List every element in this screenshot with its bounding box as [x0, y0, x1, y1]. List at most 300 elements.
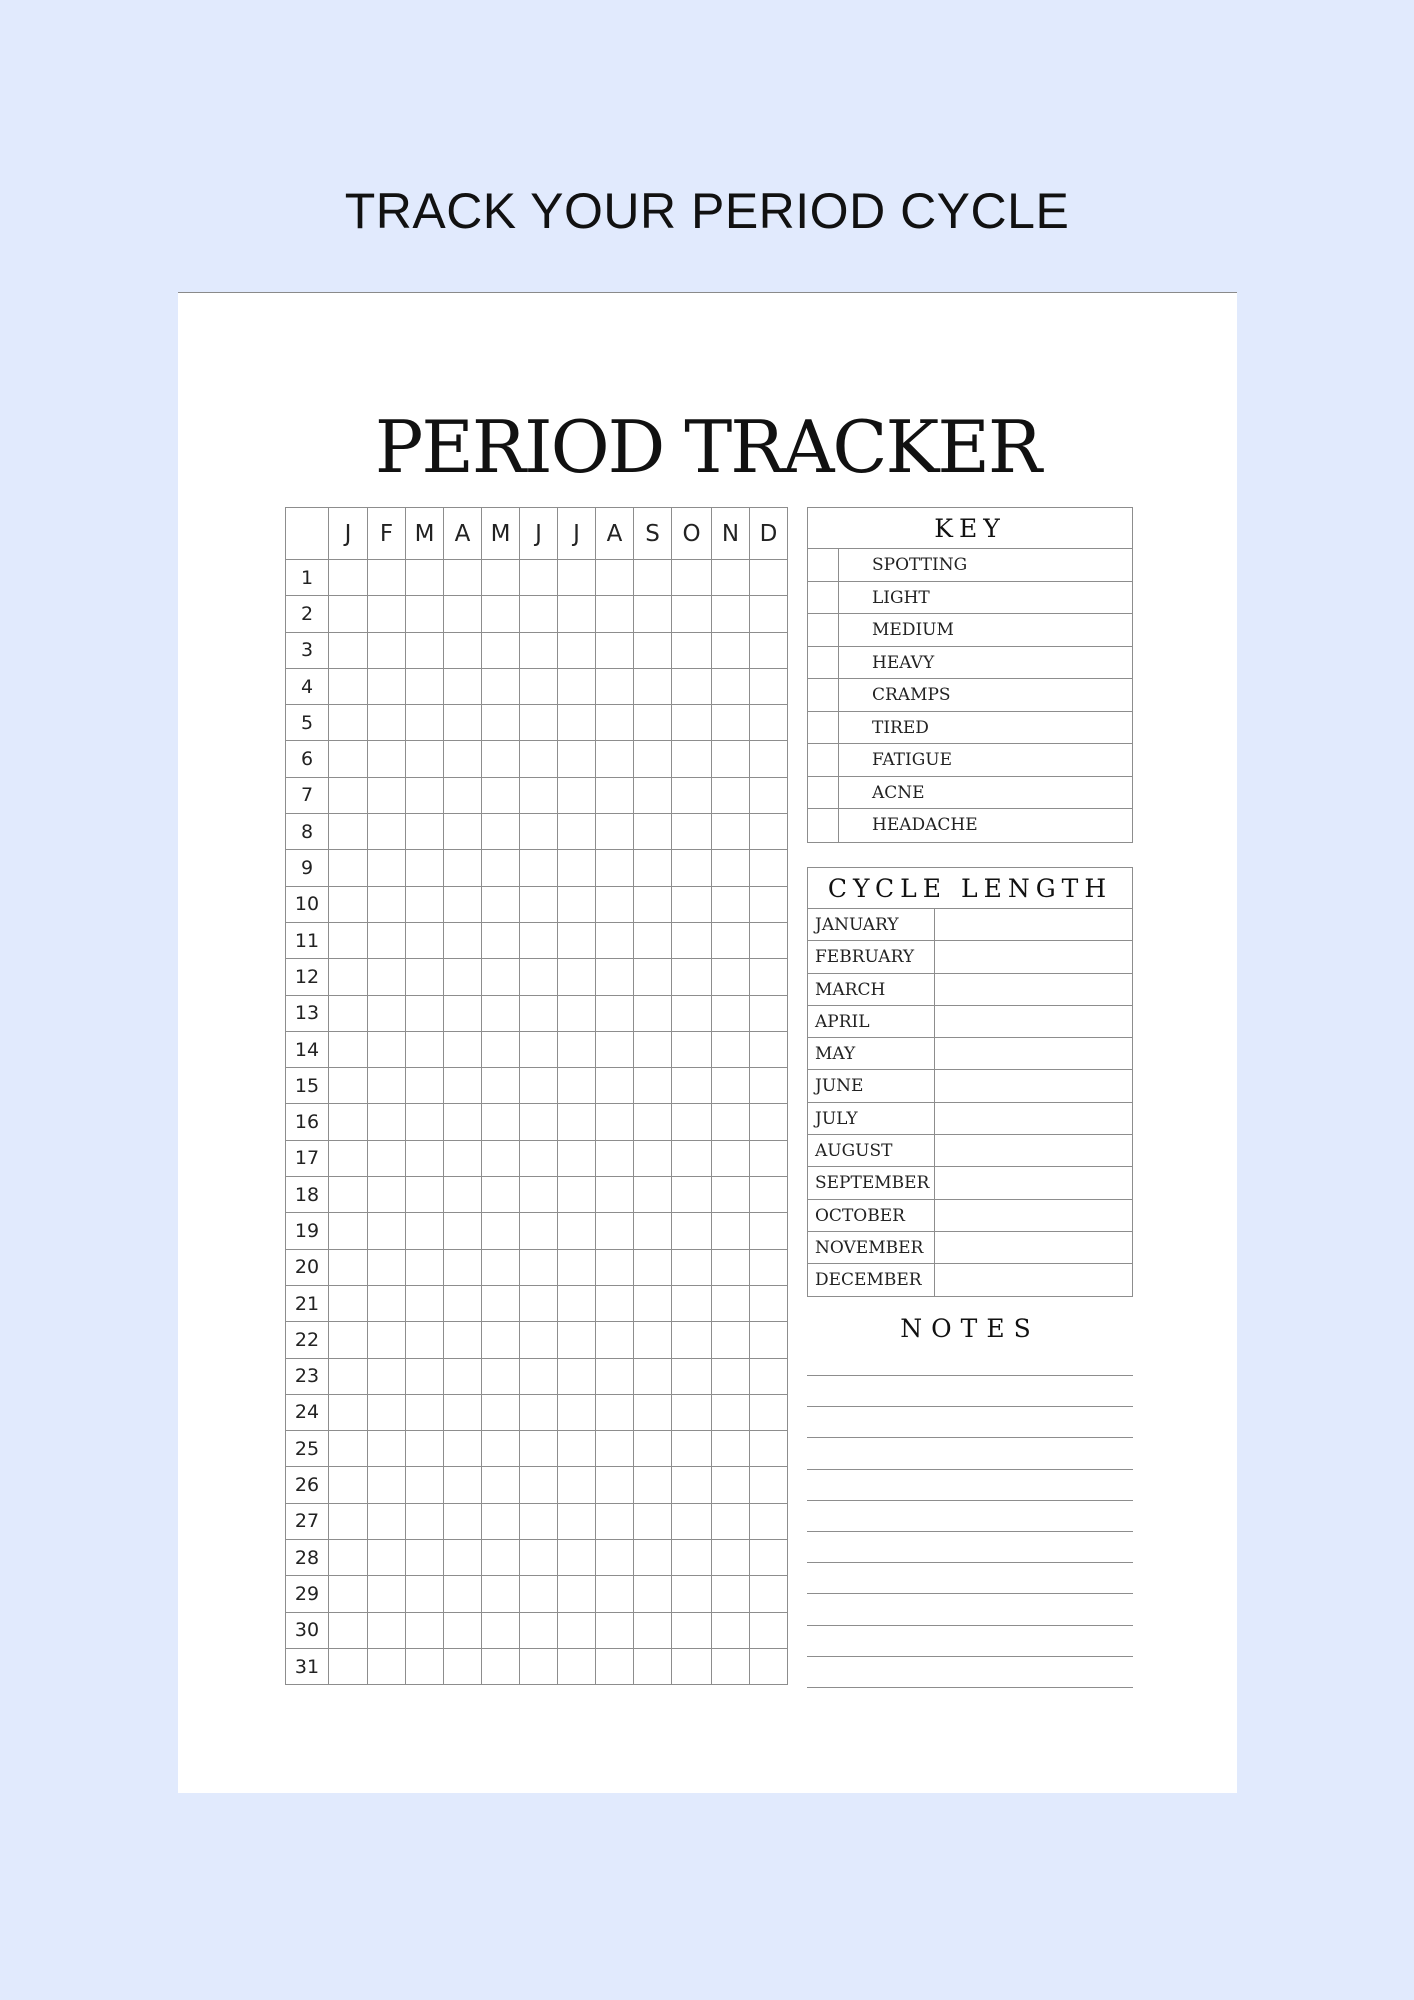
- tracker-cell[interactable]: [406, 1503, 444, 1539]
- tracker-cell[interactable]: [596, 1576, 634, 1612]
- cycle-length-value-cell[interactable]: [935, 974, 1132, 1005]
- tracker-cell[interactable]: [444, 1031, 482, 1067]
- tracker-cell[interactable]: [520, 1576, 558, 1612]
- tracker-cell[interactable]: [634, 668, 672, 704]
- tracker-cell[interactable]: [482, 1358, 520, 1394]
- note-line[interactable]: [807, 1625, 1133, 1626]
- tracker-cell[interactable]: [406, 668, 444, 704]
- note-line[interactable]: [807, 1687, 1133, 1688]
- tracker-cell[interactable]: [520, 560, 558, 596]
- tracker-cell[interactable]: [596, 1213, 634, 1249]
- tracker-cell[interactable]: [329, 1140, 368, 1176]
- tracker-cell[interactable]: [482, 922, 520, 958]
- tracker-cell[interactable]: [368, 1285, 406, 1321]
- tracker-cell[interactable]: [558, 1322, 596, 1358]
- tracker-cell[interactable]: [672, 814, 712, 850]
- tracker-cell[interactable]: [329, 1503, 368, 1539]
- tracker-cell[interactable]: [482, 1576, 520, 1612]
- key-swatch[interactable]: [808, 582, 839, 614]
- tracker-cell[interactable]: [520, 705, 558, 741]
- cycle-length-value-cell[interactable]: [935, 1103, 1132, 1134]
- tracker-cell[interactable]: [329, 632, 368, 668]
- tracker-cell[interactable]: [482, 1213, 520, 1249]
- note-line[interactable]: [807, 1656, 1133, 1657]
- tracker-cell[interactable]: [406, 777, 444, 813]
- tracker-cell[interactable]: [444, 850, 482, 886]
- tracker-cell[interactable]: [444, 668, 482, 704]
- tracker-cell[interactable]: [634, 1322, 672, 1358]
- tracker-cell[interactable]: [596, 886, 634, 922]
- tracker-cell[interactable]: [634, 995, 672, 1031]
- tracker-cell[interactable]: [444, 1358, 482, 1394]
- tracker-cell[interactable]: [558, 596, 596, 632]
- tracker-cell[interactable]: [634, 1140, 672, 1176]
- tracker-cell[interactable]: [329, 1031, 368, 1067]
- tracker-cell[interactable]: [482, 995, 520, 1031]
- tracker-cell[interactable]: [712, 1031, 750, 1067]
- tracker-cell[interactable]: [329, 814, 368, 850]
- key-swatch[interactable]: [808, 744, 839, 776]
- tracker-cell[interactable]: [368, 1177, 406, 1213]
- tracker-cell[interactable]: [368, 1431, 406, 1467]
- tracker-cell[interactable]: [368, 959, 406, 995]
- tracker-cell[interactable]: [672, 1213, 712, 1249]
- tracker-cell[interactable]: [329, 1648, 368, 1684]
- tracker-cell[interactable]: [712, 560, 750, 596]
- tracker-cell[interactable]: [444, 886, 482, 922]
- tracker-cell[interactable]: [444, 1612, 482, 1648]
- tracker-cell[interactable]: [750, 1431, 788, 1467]
- tracker-cell[interactable]: [482, 1503, 520, 1539]
- tracker-cell[interactable]: [712, 1612, 750, 1648]
- tracker-cell[interactable]: [634, 1540, 672, 1576]
- tracker-cell[interactable]: [444, 1576, 482, 1612]
- tracker-cell[interactable]: [750, 814, 788, 850]
- cycle-length-value-cell[interactable]: [935, 1200, 1132, 1231]
- tracker-cell[interactable]: [482, 1394, 520, 1430]
- tracker-cell[interactable]: [406, 922, 444, 958]
- tracker-cell[interactable]: [672, 1503, 712, 1539]
- cycle-length-value-cell[interactable]: [935, 941, 1132, 972]
- tracker-cell[interactable]: [406, 959, 444, 995]
- tracker-cell[interactable]: [444, 995, 482, 1031]
- tracker-cell[interactable]: [750, 1031, 788, 1067]
- tracker-cell[interactable]: [634, 1467, 672, 1503]
- tracker-cell[interactable]: [520, 1612, 558, 1648]
- tracker-cell[interactable]: [750, 1394, 788, 1430]
- tracker-cell[interactable]: [712, 1467, 750, 1503]
- tracker-cell[interactable]: [634, 560, 672, 596]
- tracker-cell[interactable]: [444, 1648, 482, 1684]
- tracker-cell[interactable]: [558, 1394, 596, 1430]
- tracker-cell[interactable]: [596, 959, 634, 995]
- tracker-cell[interactable]: [558, 1503, 596, 1539]
- tracker-cell[interactable]: [406, 1213, 444, 1249]
- tracker-cell[interactable]: [444, 777, 482, 813]
- tracker-cell[interactable]: [520, 1503, 558, 1539]
- tracker-cell[interactable]: [329, 886, 368, 922]
- tracker-cell[interactable]: [558, 886, 596, 922]
- tracker-cell[interactable]: [558, 814, 596, 850]
- tracker-cell[interactable]: [712, 850, 750, 886]
- tracker-cell[interactable]: [368, 1322, 406, 1358]
- tracker-cell[interactable]: [558, 1104, 596, 1140]
- tracker-cell[interactable]: [329, 560, 368, 596]
- tracker-cell[interactable]: [672, 850, 712, 886]
- tracker-cell[interactable]: [712, 922, 750, 958]
- tracker-cell[interactable]: [596, 1612, 634, 1648]
- tracker-cell[interactable]: [444, 1140, 482, 1176]
- tracker-cell[interactable]: [712, 1322, 750, 1358]
- tracker-cell[interactable]: [368, 1104, 406, 1140]
- tracker-cell[interactable]: [444, 632, 482, 668]
- tracker-cell[interactable]: [520, 1249, 558, 1285]
- tracker-cell[interactable]: [712, 1104, 750, 1140]
- tracker-cell[interactable]: [672, 596, 712, 632]
- tracker-cell[interactable]: [406, 1467, 444, 1503]
- tracker-cell[interactable]: [444, 1431, 482, 1467]
- tracker-cell[interactable]: [712, 1068, 750, 1104]
- tracker-cell[interactable]: [444, 1249, 482, 1285]
- tracker-cell[interactable]: [672, 1431, 712, 1467]
- tracker-cell[interactable]: [672, 632, 712, 668]
- tracker-cell[interactable]: [406, 1104, 444, 1140]
- tracker-cell[interactable]: [712, 1431, 750, 1467]
- tracker-cell[interactable]: [672, 886, 712, 922]
- tracker-cell[interactable]: [482, 1104, 520, 1140]
- tracker-cell[interactable]: [520, 632, 558, 668]
- tracker-cell[interactable]: [750, 1285, 788, 1321]
- note-line[interactable]: [807, 1437, 1133, 1438]
- tracker-cell[interactable]: [482, 1612, 520, 1648]
- tracker-cell[interactable]: [406, 850, 444, 886]
- tracker-cell[interactable]: [482, 1467, 520, 1503]
- tracker-cell[interactable]: [750, 1177, 788, 1213]
- tracker-cell[interactable]: [558, 1576, 596, 1612]
- tracker-cell[interactable]: [558, 959, 596, 995]
- tracker-cell[interactable]: [672, 1540, 712, 1576]
- tracker-cell[interactable]: [672, 741, 712, 777]
- tracker-cell[interactable]: [329, 1358, 368, 1394]
- tracker-cell[interactable]: [634, 1431, 672, 1467]
- note-line[interactable]: [807, 1375, 1133, 1376]
- tracker-cell[interactable]: [596, 1104, 634, 1140]
- tracker-cell[interactable]: [482, 560, 520, 596]
- tracker-cell[interactable]: [329, 1249, 368, 1285]
- tracker-cell[interactable]: [596, 1068, 634, 1104]
- tracker-cell[interactable]: [368, 1576, 406, 1612]
- tracker-cell[interactable]: [482, 959, 520, 995]
- tracker-cell[interactable]: [482, 1285, 520, 1321]
- tracker-cell[interactable]: [444, 1213, 482, 1249]
- tracker-cell[interactable]: [444, 1503, 482, 1539]
- tracker-cell[interactable]: [712, 995, 750, 1031]
- tracker-cell[interactable]: [750, 1249, 788, 1285]
- tracker-cell[interactable]: [558, 1467, 596, 1503]
- tracker-cell[interactable]: [406, 886, 444, 922]
- tracker-cell[interactable]: [520, 1322, 558, 1358]
- tracker-cell[interactable]: [672, 1177, 712, 1213]
- tracker-cell[interactable]: [750, 1213, 788, 1249]
- tracker-cell[interactable]: [329, 596, 368, 632]
- tracker-cell[interactable]: [596, 1358, 634, 1394]
- tracker-cell[interactable]: [558, 1612, 596, 1648]
- cycle-length-value-cell[interactable]: [935, 1232, 1132, 1263]
- tracker-cell[interactable]: [329, 1068, 368, 1104]
- tracker-cell[interactable]: [750, 1358, 788, 1394]
- tracker-cell[interactable]: [482, 705, 520, 741]
- tracker-cell[interactable]: [558, 705, 596, 741]
- tracker-cell[interactable]: [406, 1177, 444, 1213]
- key-swatch[interactable]: [808, 712, 839, 744]
- tracker-cell[interactable]: [750, 777, 788, 813]
- tracker-cell[interactable]: [672, 1285, 712, 1321]
- tracker-cell[interactable]: [368, 886, 406, 922]
- tracker-cell[interactable]: [672, 959, 712, 995]
- tracker-cell[interactable]: [558, 1031, 596, 1067]
- tracker-cell[interactable]: [482, 850, 520, 886]
- tracker-cell[interactable]: [558, 1431, 596, 1467]
- tracker-cell[interactable]: [406, 814, 444, 850]
- cycle-length-value-cell[interactable]: [935, 1070, 1132, 1101]
- tracker-cell[interactable]: [368, 922, 406, 958]
- tracker-cell[interactable]: [520, 922, 558, 958]
- tracker-cell[interactable]: [750, 959, 788, 995]
- tracker-cell[interactable]: [672, 1358, 712, 1394]
- tracker-cell[interactable]: [750, 1648, 788, 1684]
- tracker-cell[interactable]: [750, 1540, 788, 1576]
- tracker-cell[interactable]: [712, 1140, 750, 1176]
- tracker-cell[interactable]: [596, 1540, 634, 1576]
- tracker-cell[interactable]: [712, 1213, 750, 1249]
- tracker-cell[interactable]: [406, 995, 444, 1031]
- tracker-cell[interactable]: [672, 1467, 712, 1503]
- tracker-cell[interactable]: [520, 1213, 558, 1249]
- tracker-cell[interactable]: [368, 741, 406, 777]
- tracker-cell[interactable]: [368, 1140, 406, 1176]
- tracker-cell[interactable]: [596, 1031, 634, 1067]
- tracker-cell[interactable]: [672, 560, 712, 596]
- tracker-cell[interactable]: [406, 1285, 444, 1321]
- tracker-cell[interactable]: [634, 850, 672, 886]
- tracker-cell[interactable]: [329, 1177, 368, 1213]
- note-line[interactable]: [807, 1406, 1133, 1407]
- tracker-cell[interactable]: [750, 596, 788, 632]
- tracker-cell[interactable]: [712, 1249, 750, 1285]
- tracker-cell[interactable]: [596, 632, 634, 668]
- tracker-cell[interactable]: [634, 922, 672, 958]
- tracker-cell[interactable]: [368, 560, 406, 596]
- tracker-cell[interactable]: [329, 1285, 368, 1321]
- tracker-cell[interactable]: [406, 1431, 444, 1467]
- tracker-cell[interactable]: [712, 1648, 750, 1684]
- key-swatch[interactable]: [808, 777, 839, 809]
- tracker-cell[interactable]: [596, 1249, 634, 1285]
- tracker-cell[interactable]: [596, 596, 634, 632]
- tracker-cell[interactable]: [444, 1322, 482, 1358]
- tracker-cell[interactable]: [406, 632, 444, 668]
- tracker-cell[interactable]: [634, 814, 672, 850]
- tracker-cell[interactable]: [520, 995, 558, 1031]
- tracker-cell[interactable]: [368, 850, 406, 886]
- tracker-cell[interactable]: [712, 1503, 750, 1539]
- tracker-cell[interactable]: [712, 959, 750, 995]
- tracker-cell[interactable]: [558, 850, 596, 886]
- tracker-cell[interactable]: [329, 959, 368, 995]
- tracker-cell[interactable]: [672, 705, 712, 741]
- tracker-cell[interactable]: [329, 850, 368, 886]
- tracker-cell[interactable]: [482, 1431, 520, 1467]
- tracker-cell[interactable]: [482, 1068, 520, 1104]
- tracker-cell[interactable]: [368, 668, 406, 704]
- tracker-cell[interactable]: [672, 1249, 712, 1285]
- tracker-cell[interactable]: [672, 1322, 712, 1358]
- tracker-cell[interactable]: [672, 1394, 712, 1430]
- note-line[interactable]: [807, 1500, 1133, 1501]
- tracker-cell[interactable]: [406, 1031, 444, 1067]
- tracker-cell[interactable]: [672, 922, 712, 958]
- tracker-cell[interactable]: [712, 668, 750, 704]
- tracker-cell[interactable]: [406, 560, 444, 596]
- tracker-cell[interactable]: [634, 1394, 672, 1430]
- tracker-cell[interactable]: [558, 1177, 596, 1213]
- tracker-cell[interactable]: [558, 922, 596, 958]
- tracker-cell[interactable]: [520, 1140, 558, 1176]
- tracker-cell[interactable]: [406, 1322, 444, 1358]
- tracker-cell[interactable]: [596, 922, 634, 958]
- tracker-cell[interactable]: [406, 1612, 444, 1648]
- tracker-cell[interactable]: [329, 705, 368, 741]
- tracker-cell[interactable]: [750, 668, 788, 704]
- tracker-cell[interactable]: [368, 1358, 406, 1394]
- tracker-cell[interactable]: [444, 922, 482, 958]
- tracker-cell[interactable]: [558, 1358, 596, 1394]
- tracker-cell[interactable]: [750, 1576, 788, 1612]
- tracker-cell[interactable]: [596, 1140, 634, 1176]
- tracker-cell[interactable]: [482, 814, 520, 850]
- tracker-cell[interactable]: [482, 1322, 520, 1358]
- tracker-cell[interactable]: [634, 1358, 672, 1394]
- tracker-cell[interactable]: [634, 596, 672, 632]
- tracker-cell[interactable]: [634, 959, 672, 995]
- tracker-cell[interactable]: [672, 1140, 712, 1176]
- tracker-cell[interactable]: [558, 560, 596, 596]
- tracker-cell[interactable]: [634, 777, 672, 813]
- tracker-cell[interactable]: [368, 1648, 406, 1684]
- tracker-cell[interactable]: [444, 1285, 482, 1321]
- tracker-cell[interactable]: [368, 995, 406, 1031]
- tracker-cell[interactable]: [520, 850, 558, 886]
- tracker-cell[interactable]: [750, 1104, 788, 1140]
- tracker-cell[interactable]: [596, 668, 634, 704]
- tracker-cell[interactable]: [712, 1540, 750, 1576]
- tracker-cell[interactable]: [329, 741, 368, 777]
- tracker-cell[interactable]: [520, 1031, 558, 1067]
- tracker-cell[interactable]: [520, 596, 558, 632]
- tracker-cell[interactable]: [482, 632, 520, 668]
- tracker-cell[interactable]: [634, 886, 672, 922]
- tracker-cell[interactable]: [634, 1503, 672, 1539]
- tracker-cell[interactable]: [406, 1140, 444, 1176]
- tracker-cell[interactable]: [672, 1612, 712, 1648]
- tracker-cell[interactable]: [406, 1068, 444, 1104]
- tracker-cell[interactable]: [596, 1285, 634, 1321]
- key-swatch[interactable]: [808, 809, 839, 842]
- tracker-cell[interactable]: [634, 1068, 672, 1104]
- tracker-cell[interactable]: [712, 1177, 750, 1213]
- tracker-cell[interactable]: [520, 741, 558, 777]
- tracker-cell[interactable]: [520, 1540, 558, 1576]
- tracker-cell[interactable]: [520, 1394, 558, 1430]
- tracker-cell[interactable]: [444, 1467, 482, 1503]
- tracker-cell[interactable]: [750, 1140, 788, 1176]
- key-swatch[interactable]: [808, 679, 839, 711]
- tracker-cell[interactable]: [750, 632, 788, 668]
- tracker-cell[interactable]: [596, 1431, 634, 1467]
- tracker-cell[interactable]: [558, 741, 596, 777]
- tracker-cell[interactable]: [750, 741, 788, 777]
- tracker-cell[interactable]: [596, 1503, 634, 1539]
- tracker-cell[interactable]: [444, 1177, 482, 1213]
- tracker-cell[interactable]: [558, 1285, 596, 1321]
- cycle-length-value-cell[interactable]: [935, 1135, 1132, 1166]
- tracker-cell[interactable]: [712, 632, 750, 668]
- tracker-cell[interactable]: [520, 1285, 558, 1321]
- tracker-cell[interactable]: [558, 777, 596, 813]
- tracker-cell[interactable]: [596, 1177, 634, 1213]
- tracker-cell[interactable]: [750, 886, 788, 922]
- tracker-cell[interactable]: [482, 1540, 520, 1576]
- tracker-cell[interactable]: [368, 632, 406, 668]
- tracker-cell[interactable]: [672, 1648, 712, 1684]
- tracker-cell[interactable]: [406, 1540, 444, 1576]
- tracker-cell[interactable]: [750, 560, 788, 596]
- tracker-cell[interactable]: [444, 814, 482, 850]
- tracker-cell[interactable]: [558, 1648, 596, 1684]
- tracker-cell[interactable]: [406, 705, 444, 741]
- tracker-cell[interactable]: [750, 850, 788, 886]
- tracker-cell[interactable]: [558, 1140, 596, 1176]
- tracker-cell[interactable]: [482, 1031, 520, 1067]
- tracker-cell[interactable]: [596, 814, 634, 850]
- tracker-cell[interactable]: [634, 1177, 672, 1213]
- cycle-length-value-cell[interactable]: [935, 909, 1132, 940]
- tracker-cell[interactable]: [520, 777, 558, 813]
- tracker-cell[interactable]: [672, 1104, 712, 1140]
- tracker-cell[interactable]: [520, 886, 558, 922]
- tracker-cell[interactable]: [482, 668, 520, 704]
- tracker-cell[interactable]: [596, 995, 634, 1031]
- tracker-cell[interactable]: [482, 777, 520, 813]
- key-swatch[interactable]: [808, 549, 839, 581]
- tracker-cell[interactable]: [368, 1213, 406, 1249]
- tracker-cell[interactable]: [444, 1394, 482, 1430]
- tracker-cell[interactable]: [368, 1503, 406, 1539]
- tracker-cell[interactable]: [444, 1068, 482, 1104]
- tracker-cell[interactable]: [712, 1285, 750, 1321]
- tracker-cell[interactable]: [444, 1540, 482, 1576]
- tracker-cell[interactable]: [596, 1322, 634, 1358]
- tracker-cell[interactable]: [520, 1648, 558, 1684]
- tracker-cell[interactable]: [482, 1648, 520, 1684]
- tracker-cell[interactable]: [444, 596, 482, 632]
- tracker-cell[interactable]: [368, 1031, 406, 1067]
- tracker-cell[interactable]: [520, 1068, 558, 1104]
- tracker-cell[interactable]: [750, 1467, 788, 1503]
- tracker-cell[interactable]: [329, 1322, 368, 1358]
- tracker-cell[interactable]: [596, 1467, 634, 1503]
- tracker-cell[interactable]: [596, 1394, 634, 1430]
